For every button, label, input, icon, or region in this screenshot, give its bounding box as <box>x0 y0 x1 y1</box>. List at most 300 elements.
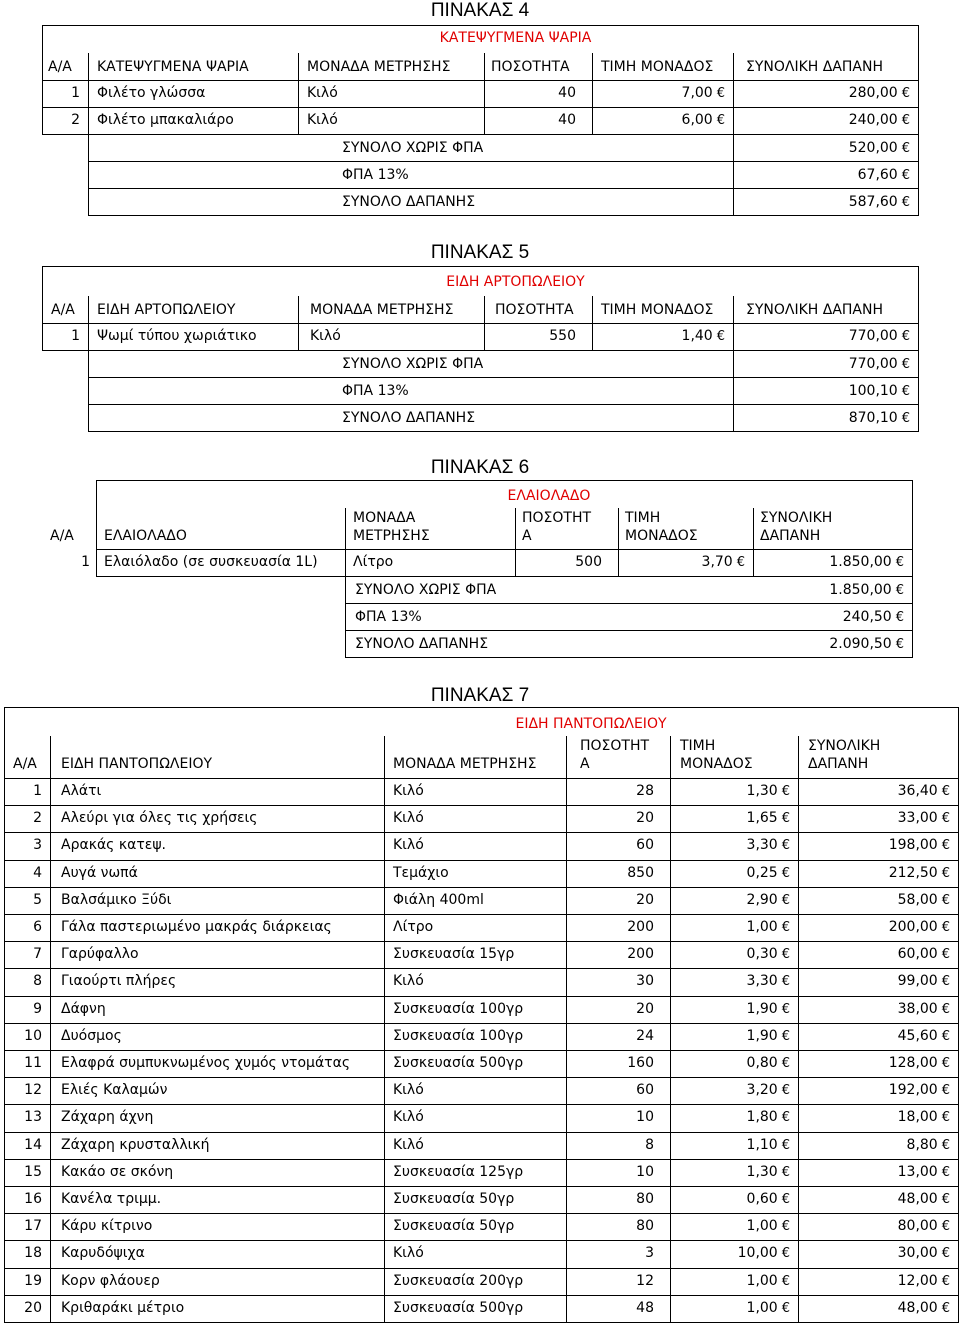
unit-of-measure: Κιλό <box>393 1109 424 1125</box>
quantity: 40 <box>558 112 576 128</box>
unit-price <box>650 1300 790 1317</box>
unit-price <box>650 973 790 990</box>
column-header: ΜΟΝΑΔΟΣ <box>625 528 698 544</box>
unit-price <box>650 810 790 827</box>
summary-value-value: 1.850,00 <box>829 582 892 598</box>
unit-price-value: 1,65 <box>746 810 778 826</box>
unit-price-value: 6,00 <box>681 112 713 128</box>
unit-price-value: 1,00 <box>746 919 778 935</box>
euro-icon: € <box>901 168 910 183</box>
euro-icon: € <box>941 1056 950 1071</box>
table-rule <box>88 53 89 135</box>
unit-of-measure: Συσκευασία 100γρ <box>393 1001 524 1017</box>
row-number: 9 <box>33 1001 42 1017</box>
table-rule <box>4 1186 959 1187</box>
unit-price <box>650 1001 790 1018</box>
row-number: 14 <box>24 1137 42 1153</box>
category-label: ΚΑΤΕΨΥΓΜΕΝΑ ΨΑΡΙΑ <box>439 30 592 46</box>
row-number: 6 <box>33 919 42 935</box>
unit-of-measure: Συσκευασία 50γρ <box>393 1191 515 1207</box>
unit-price <box>650 1137 790 1154</box>
table-rule <box>4 1132 959 1133</box>
euro-icon: € <box>941 838 950 853</box>
euro-icon: € <box>941 974 950 989</box>
unit-price <box>585 328 725 345</box>
euro-icon: € <box>941 811 950 826</box>
euro-icon: € <box>941 920 950 935</box>
table-rule <box>918 25 919 135</box>
column-header: ΣΥΝΟΛΙΚΗ ΔΑΠΑΝΗ <box>746 302 884 318</box>
total-cost <box>810 1300 950 1317</box>
table-rule <box>96 480 97 577</box>
euro-icon: € <box>901 384 910 399</box>
summary-label: ΣΥΝΟΛΟ ΔΑΠΑΝΗΣ <box>342 194 476 210</box>
summary-value-value: 587,60 <box>848 194 898 210</box>
column-header: ΤΙΜΗ <box>625 510 661 526</box>
unit-price-value: 0,30 <box>746 946 778 962</box>
total-cost-value: 128,00 <box>888 1055 938 1071</box>
row-number: 4 <box>33 865 42 881</box>
total-cost <box>810 946 950 963</box>
column-header: ΕΙΔΗ ΠΑΝΤΟΠΩΛΕΙΟΥ <box>61 756 213 772</box>
row-number: 10 <box>24 1028 42 1044</box>
unit-price <box>650 946 790 963</box>
item-name: Ψωμί τύπου χωριάτικο <box>97 328 257 344</box>
total-cost <box>810 1245 950 1262</box>
unit-of-measure: Συσκευασία 200γρ <box>393 1273 524 1289</box>
summary-value-value: 240,50 <box>842 609 892 625</box>
euro-icon: € <box>781 893 790 908</box>
row-number: 5 <box>33 892 42 908</box>
table-rule <box>88 377 919 378</box>
unit-of-measure: Συσκευασία 500γρ <box>393 1055 524 1071</box>
summary-label: ΣΥΝΟΛΟ ΧΩΡΙΣ ΦΠΑ <box>342 140 484 156</box>
unit-of-measure: Συσκευασία 15γρ <box>393 946 515 962</box>
unit-price-value: 1,00 <box>746 1273 778 1289</box>
total-cost <box>810 810 950 827</box>
total-cost-value: 200,00 <box>888 919 938 935</box>
euro-icon: € <box>941 1246 950 1261</box>
category-label: ΕΛΑΙΟΛΑΔΟ <box>507 488 591 504</box>
unit-price <box>650 1245 790 1262</box>
euro-icon: € <box>716 329 725 344</box>
euro-icon: € <box>941 947 950 962</box>
unit-price-value: 1,30 <box>746 1164 778 1180</box>
summary-value <box>770 140 910 157</box>
quantity: 80 <box>636 1218 654 1234</box>
euro-icon: € <box>716 113 725 128</box>
quantity: 28 <box>636 783 654 799</box>
column-header: ΠΟΣΟΤΗΤΑ <box>495 302 574 318</box>
unit-price-value: 0,25 <box>746 865 778 881</box>
total-cost <box>810 1273 950 1290</box>
table-rule <box>298 296 299 351</box>
item-name: Φιλέτο μπακαλιάρο <box>97 112 234 128</box>
unit-price-value: 1,00 <box>746 1218 778 1234</box>
total-cost <box>810 783 950 800</box>
summary-value-value: 2.090,50 <box>829 636 892 652</box>
total-cost <box>770 328 910 345</box>
table-rule <box>50 736 51 1323</box>
unit-of-measure: Κιλό <box>393 837 424 853</box>
table-rule <box>4 707 959 708</box>
total-cost-value: 30,00 <box>897 1245 938 1261</box>
column-header: ΚΑΤΕΨΥΓΜΕΝΑ ΨΑΡΙΑ <box>97 59 249 75</box>
column-header: ΜΟΝΑΔΑ <box>353 510 416 526</box>
summary-value <box>770 356 910 373</box>
total-cost-value: 1.850,00 <box>829 554 892 570</box>
item-name: Κορν φλάουερ <box>61 1273 160 1289</box>
table-rule <box>670 736 671 1323</box>
total-cost-value: 58,00 <box>897 892 938 908</box>
summary-value <box>770 194 910 211</box>
euro-icon: € <box>941 1002 950 1017</box>
row-number: 1 <box>71 328 80 344</box>
euro-icon: € <box>781 1301 790 1316</box>
euro-icon: € <box>781 1192 790 1207</box>
unit-of-measure: Φιάλη 400ml <box>393 892 484 908</box>
unit-of-measure: Τεμάχιο <box>393 865 449 881</box>
quantity: 3 <box>645 1245 654 1261</box>
table-rule <box>4 778 959 779</box>
quantity: 24 <box>636 1028 654 1044</box>
item-name: Κακάο σε σκόνη <box>61 1164 174 1180</box>
table-rule <box>912 576 913 658</box>
column-header: ΜΟΝΑΔΑ ΜΕΤΡΗΣΗΣ <box>310 302 454 318</box>
total-cost <box>810 837 950 854</box>
euro-icon: € <box>941 1138 950 1153</box>
item-name: Αλάτι <box>61 783 102 799</box>
unit-price-value: 3,30 <box>746 837 778 853</box>
table-rule <box>4 941 959 942</box>
item-name: Κάρυ κίτρινο <box>61 1218 153 1234</box>
total-cost-value: 770,00 <box>848 328 898 344</box>
unit-price <box>605 554 745 571</box>
euro-icon: € <box>895 555 904 570</box>
column-header: ΠΟΣΟΤΗΤΑ <box>491 59 570 75</box>
euro-icon: € <box>941 1192 950 1207</box>
table-rule <box>4 832 959 833</box>
quantity: 500 <box>575 554 602 570</box>
column-header: ΤΙΜΗ ΜΟΝΑΔΟΣ <box>601 59 714 75</box>
quantity: 10 <box>636 1164 654 1180</box>
row-number: 13 <box>24 1109 42 1125</box>
summary-label: ΣΥΝΟΛΟ ΧΩΡΙΣ ΦΠΑ <box>342 356 484 372</box>
quantity: 30 <box>636 973 654 989</box>
category-label: ΕΙΔΗ ΑΡΤΟΠΩΛΕΙΟΥ <box>446 274 585 290</box>
euro-icon: € <box>781 1083 790 1098</box>
row-number: 19 <box>24 1273 42 1289</box>
table-rule <box>753 508 754 577</box>
unit-price-value: 7,00 <box>681 85 713 101</box>
column-header: ΠΟΣΟΤΗΤ <box>522 510 592 526</box>
euro-icon: € <box>941 784 950 799</box>
table-rule <box>515 508 516 577</box>
total-cost <box>810 1164 950 1181</box>
euro-icon: € <box>781 784 790 799</box>
item-name: Ζάχαρη κρυσταλλική <box>61 1137 210 1153</box>
unit-price-value: 3,20 <box>746 1082 778 1098</box>
euro-icon: € <box>941 1165 950 1180</box>
unit-price <box>650 1273 790 1290</box>
quantity: 60 <box>636 837 654 853</box>
total-cost-value: 13,00 <box>897 1164 938 1180</box>
row-number: 20 <box>24 1300 42 1316</box>
summary-label: ΣΥΝΟΛΟ ΔΑΠΑΝΗΣ <box>355 636 489 652</box>
item-name: Ζάχαρη άχνη <box>61 1109 154 1125</box>
unit-of-measure: Κιλό <box>393 783 424 799</box>
total-cost-value: 18,00 <box>897 1109 938 1125</box>
table-rule <box>88 296 89 351</box>
column-header: Α/Α <box>48 59 72 75</box>
row-number: 7 <box>33 946 42 962</box>
euro-icon: € <box>781 1274 790 1289</box>
table-rule <box>4 968 959 969</box>
column-header: ΔΑΠΑΝΗ <box>808 756 869 772</box>
unit-price-value: 1,90 <box>746 1028 778 1044</box>
quantity: 20 <box>636 1001 654 1017</box>
item-name: Ελαφρά συμπυκνωμένος χυμός ντομάτας <box>61 1055 351 1071</box>
table-rule <box>592 53 593 135</box>
total-cost <box>810 1082 950 1099</box>
item-name: Βαλσάμικο Ξύδι <box>61 892 172 908</box>
item-name: Ελαιόλαδο (σε συσκευασία 1L) <box>104 554 318 570</box>
item-name: Κριθαράκι μέτριο <box>61 1300 185 1316</box>
table-title: ΠΙΝΑΚΑΣ 6 <box>430 457 530 478</box>
item-name: Αυγά νωπά <box>61 865 138 881</box>
summary-value <box>764 636 904 653</box>
total-cost-value: 280,00 <box>848 85 898 101</box>
table-rule <box>918 134 919 216</box>
summary-value <box>770 383 910 400</box>
table-title: ΠΙΝΑΚΑΣ 4 <box>430 0 530 21</box>
table-rule <box>4 805 959 806</box>
unit-of-measure: Κιλό <box>393 1245 424 1261</box>
table-rule <box>42 350 919 351</box>
quantity: 48 <box>636 1300 654 1316</box>
row-number: 16 <box>24 1191 42 1207</box>
unit-price-value: 3,30 <box>746 973 778 989</box>
unit-price-value: 1,10 <box>746 1137 778 1153</box>
table-rule <box>42 25 43 135</box>
euro-icon: € <box>781 1219 790 1234</box>
quantity: 160 <box>627 1055 654 1071</box>
row-number: 18 <box>24 1245 42 1261</box>
table-rule <box>4 1023 959 1024</box>
table-rule <box>96 480 913 481</box>
total-cost <box>810 865 950 882</box>
summary-label: ΦΠΑ 13% <box>342 383 409 399</box>
unit-of-measure: Συσκευασία 500γρ <box>393 1300 524 1316</box>
table-rule <box>384 736 385 1323</box>
total-cost-value: 198,00 <box>888 837 938 853</box>
total-cost-value: 33,00 <box>897 810 938 826</box>
table-rule <box>4 1295 959 1296</box>
item-name: Καρυδόψιχα <box>61 1245 145 1261</box>
unit-price <box>650 865 790 882</box>
table-rule <box>4 996 959 997</box>
row-number: 3 <box>33 837 42 853</box>
column-header: ΤΙΜΗ <box>680 738 716 754</box>
euro-icon: € <box>781 1056 790 1071</box>
unit-of-measure: Κιλό <box>307 85 338 101</box>
table-rule <box>484 296 485 351</box>
table-rule <box>345 576 346 658</box>
total-cost <box>770 85 910 102</box>
row-number: 1 <box>33 783 42 799</box>
euro-icon: € <box>895 583 904 598</box>
unit-of-measure: Κιλό <box>307 112 338 128</box>
table-rule <box>912 480 913 577</box>
column-header: ΤΙΜΗ ΜΟΝΑΔΟΣ <box>601 302 714 318</box>
total-cost <box>810 1109 950 1126</box>
unit-price-value: 0,80 <box>746 1055 778 1071</box>
euro-icon: € <box>781 838 790 853</box>
table-rule <box>4 707 5 1323</box>
summary-value-value: 100,10 <box>848 383 898 399</box>
row-number: 1 <box>71 85 80 101</box>
table-rule <box>4 887 959 888</box>
table-rule <box>4 860 959 861</box>
euro-icon: € <box>941 1110 950 1125</box>
euro-icon: € <box>901 113 910 128</box>
unit-price-value: 3,70 <box>701 554 733 570</box>
table-rule <box>42 323 919 324</box>
unit-price <box>650 892 790 909</box>
table-rule <box>4 1077 959 1078</box>
total-cost-value: 38,00 <box>897 1001 938 1017</box>
table-rule <box>88 404 919 405</box>
total-cost-value: 240,00 <box>848 112 898 128</box>
total-cost <box>810 1218 950 1235</box>
column-header: ΔΑΠΑΝΗ <box>760 528 821 544</box>
total-cost <box>810 919 950 936</box>
table-rule <box>42 266 43 351</box>
unit-price-value: 0,60 <box>746 1191 778 1207</box>
row-number: 15 <box>24 1164 42 1180</box>
table-rule <box>733 296 734 351</box>
total-cost-value: 12,00 <box>897 1273 938 1289</box>
column-header: ΣΥΝΟΛΙΚΗ ΔΑΠΑΝΗ <box>746 59 884 75</box>
column-header: ΠΟΣΟΤΗΤ <box>580 738 650 754</box>
table-rule <box>88 161 919 162</box>
quantity: 200 <box>627 946 654 962</box>
table-title: ΠΙΝΑΚΑΣ 7 <box>430 685 530 706</box>
table-rule <box>42 80 919 81</box>
euro-icon: € <box>941 893 950 908</box>
table-rule <box>4 1213 959 1214</box>
unit-of-measure: Λίτρο <box>353 554 394 570</box>
total-cost-value: 60,00 <box>897 946 938 962</box>
column-header: Α <box>522 528 532 544</box>
unit-price <box>585 112 725 129</box>
total-cost-value: 99,00 <box>897 973 938 989</box>
table-rule <box>42 134 919 135</box>
row-number: 12 <box>24 1082 42 1098</box>
unit-price-value: 1,80 <box>746 1109 778 1125</box>
euro-icon: € <box>781 866 790 881</box>
table-rule <box>592 296 593 351</box>
table-rule <box>4 1322 959 1323</box>
row-number: 11 <box>24 1055 42 1071</box>
column-header: ΜΟΝΑΔΑ ΜΕΤΡΗΣΗΣ <box>307 59 451 75</box>
table-rule <box>345 630 913 631</box>
unit-price-value: 1,90 <box>746 1001 778 1017</box>
quantity: 40 <box>558 85 576 101</box>
summary-value <box>770 410 910 427</box>
euro-icon: € <box>941 1219 950 1234</box>
column-header: ΣΥΝΟΛΙΚΗ <box>808 738 881 754</box>
item-name: Αρακάς κατεψ. <box>61 837 166 853</box>
total-cost <box>810 973 950 990</box>
unit-price <box>650 1028 790 1045</box>
euro-icon: € <box>781 1165 790 1180</box>
summary-label: ΣΥΝΟΛΟ ΧΩΡΙΣ ΦΠΑ <box>355 582 497 598</box>
item-name: Δάφνη <box>61 1001 106 1017</box>
euro-icon: € <box>901 86 910 101</box>
summary-value-value: 520,00 <box>848 140 898 156</box>
total-cost <box>810 892 950 909</box>
unit-price-value: 1,40 <box>681 328 713 344</box>
table-rule <box>42 25 919 26</box>
unit-price <box>650 1164 790 1181</box>
column-header: ΜΕΤΡΗΣΗΣ <box>353 528 430 544</box>
quantity: 60 <box>636 1082 654 1098</box>
summary-label: ΦΠΑ 13% <box>355 609 422 625</box>
table-rule <box>4 1159 959 1160</box>
column-header: ΕΙΔΗ ΑΡΤΟΠΩΛΕΙΟΥ <box>97 302 236 318</box>
euro-icon: € <box>901 141 910 156</box>
row-number: 1 <box>81 554 90 570</box>
euro-icon: € <box>895 610 904 625</box>
table-rule <box>298 53 299 135</box>
unit-price <box>650 1109 790 1126</box>
unit-price-value: 1,30 <box>746 783 778 799</box>
quantity: 12 <box>636 1273 654 1289</box>
total-cost-value: 36,40 <box>897 783 938 799</box>
item-name: Γάλα παστεριωμένο μακράς διάρκειας <box>61 919 332 935</box>
total-cost-value: 48,00 <box>897 1300 938 1316</box>
table-rule <box>88 350 89 432</box>
table-rule <box>484 53 485 135</box>
table-rule <box>88 431 919 432</box>
quantity: 20 <box>636 810 654 826</box>
euro-icon: € <box>736 555 745 570</box>
quantity: 10 <box>636 1109 654 1125</box>
unit-price <box>650 783 790 800</box>
unit-of-measure: Κιλό <box>310 328 341 344</box>
table-rule <box>42 107 919 108</box>
table-rule <box>88 215 919 216</box>
total-cost-value: 192,00 <box>888 1082 938 1098</box>
table-rule <box>96 576 913 577</box>
euro-icon: € <box>901 411 910 426</box>
row-number: 2 <box>71 112 80 128</box>
unit-price-value: 10,00 <box>737 1245 778 1261</box>
summary-value <box>770 167 910 184</box>
total-cost <box>810 1028 950 1045</box>
table-rule <box>733 350 734 432</box>
item-name: Γαρύφαλλο <box>61 946 139 962</box>
table-rule <box>958 707 959 1323</box>
euro-icon: € <box>941 1274 950 1289</box>
unit-of-measure: Συσκευασία 125γρ <box>393 1164 524 1180</box>
table-rule <box>345 603 913 604</box>
quantity: 850 <box>627 865 654 881</box>
total-cost-value: 8,80 <box>906 1137 938 1153</box>
summary-value-value: 770,00 <box>848 356 898 372</box>
unit-price <box>650 837 790 854</box>
